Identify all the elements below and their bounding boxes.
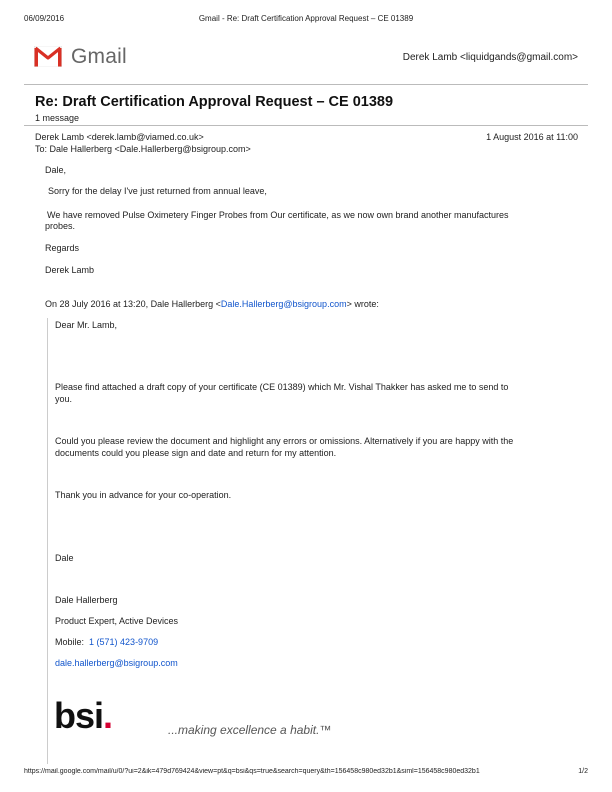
quote-paragraph-2-line-2: documents could you please sign and date and return for my attention. [55, 448, 337, 458]
signature-title: Product Expert, Active Devices [55, 616, 179, 626]
print-footer-url: https://mail.google.com/mail/u/0/?ui=2&ik=479d769424&view=pt&q=bsi&qs=true&search=query&th=156458c980ed32b1&siml=156458c980ed32b1 [24, 768, 480, 775]
body-signoff: Derek Lamb [45, 265, 95, 275]
bsi-logo [54, 695, 113, 736]
quote-intro-suffix: > wrote: [346, 299, 379, 309]
body-paragraph-2-line-2: probes. [45, 221, 76, 231]
message-sender: Derek Lamb <derek.lamb@viamed.co.uk> [35, 132, 204, 142]
quote-intro [45, 299, 565, 310]
signature-mobile-link[interactable]: 1 (571) 423-9709 [89, 637, 159, 647]
body-paragraph-1: Sorry for the delay I've just returned from annual leave, [48, 186, 267, 196]
quote-signature-short: Dale [55, 553, 74, 563]
quote-bar [47, 318, 48, 764]
message-date: 1 August 2016 at 11:00 [486, 132, 578, 142]
bsi-logo-text: bsi [54, 695, 104, 736]
quote-paragraph-3: Thank you in advance for your co-operation. [55, 490, 232, 500]
thread-subject: Re: Draft Certification Approval Request – CE 01389 [35, 94, 394, 110]
gmail-logo-icon [34, 46, 62, 67]
print-page-number: 1/2 [578, 768, 588, 775]
body-greeting: Dale, [45, 165, 67, 175]
quote-paragraph-1-line-2: you. [55, 394, 73, 404]
quote-paragraph-1-line-1: Please find attached a draft copy of your certificate (CE 01389) which Mr. Vishal Thakker has asked me to send to [55, 382, 509, 392]
message-count: 1 message [35, 113, 80, 123]
quote-intro-prefix: On 28 July 2016 at 13:20, Dale Hallerberg < [45, 299, 221, 309]
quote-paragraph-2-line-1: Could you please review the document and highlight any errors or omissions. Alternatively if you are happy with the [55, 436, 514, 446]
signature-email-link[interactable]: dale.hallerberg@bsigroup.com [55, 658, 178, 668]
signature-name: Dale Hallerberg [55, 595, 118, 605]
print-page-title: Gmail - Re: Draft Certification Approval Request – CE 01389 [198, 14, 414, 23]
bsi-tagline: ...making excellence a habit.™ [168, 723, 332, 737]
body-paragraph-2-line-1: We have removed Pulse Oximetery Finger Probes from Our certificate, as we now own brand another manufactures [47, 210, 509, 220]
print-date: 06/09/2016 [24, 14, 65, 23]
bsi-logo-dot: . [103, 695, 113, 736]
quote-greeting: Dear Mr. Lamb, [55, 320, 118, 330]
body-regards: Regards [45, 243, 80, 253]
gmail-wordmark: Gmail [71, 45, 127, 68]
subject-divider [24, 125, 588, 126]
header-divider [24, 84, 588, 85]
signature-mobile-label: Mobile: [55, 637, 85, 647]
message-recipient: To: Dale Hallerberg <Dale.Hallerberg@bsigroup.com> [35, 144, 251, 154]
account-email: Derek Lamb <liquidgands@gmail.com> [402, 52, 578, 63]
signature-mobile [55, 637, 565, 649]
quote-intro-email-link[interactable]: Dale.Hallerberg@bsigroup.com [220, 299, 347, 309]
